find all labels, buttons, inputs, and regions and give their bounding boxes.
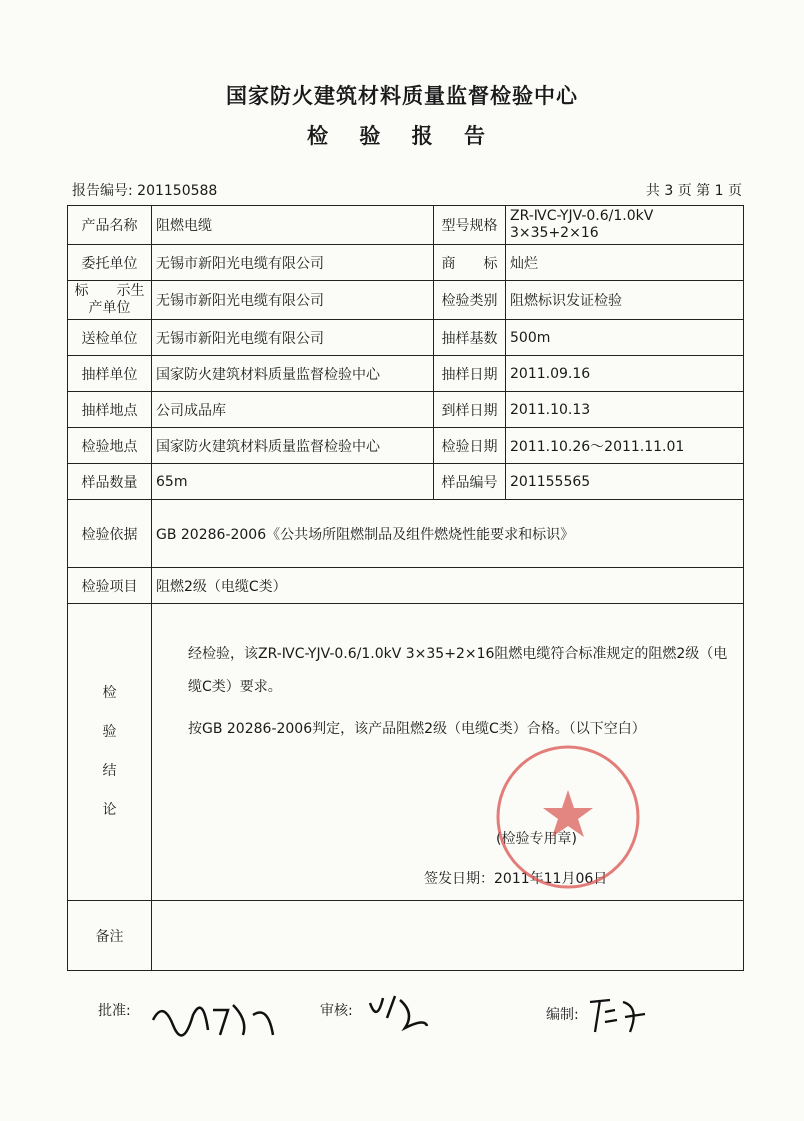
field-label: 委托单位 xyxy=(68,245,152,281)
item-value: 阻燃2级（电缆C类） xyxy=(152,568,744,604)
conclusion-cell xyxy=(152,604,744,901)
field-label: 样品数量 xyxy=(68,464,152,500)
basis-value: GB 20286-2006《公共场所阻燃制品及组件燃烧性能要求和标识》 xyxy=(152,500,744,568)
table-row xyxy=(68,568,744,604)
issue-date: 签发日期：2011年11月06日 xyxy=(424,871,608,887)
field-value: ZR-ⅣC-YJV-0.6/1.0kV 3×35+2×16 xyxy=(506,206,744,245)
table-row xyxy=(68,500,744,568)
report-number: 报告编号: 201150588 xyxy=(72,183,218,199)
table-row xyxy=(68,281,744,320)
table-row xyxy=(68,428,744,464)
field-value: 国家防火建筑材料质量监督检验中心 xyxy=(152,428,434,464)
table-row xyxy=(68,392,744,428)
table-row xyxy=(68,356,744,392)
field-value: 2011.10.13 xyxy=(506,392,744,428)
field-label: 抽样单位 xyxy=(68,356,152,392)
field-value: 2011.09.16 xyxy=(506,356,744,392)
conclusion-label-char: 验 xyxy=(102,724,117,740)
field-value: 无锡市新阳光电缆有限公司 xyxy=(152,320,434,356)
field-value: 阻燃标识发证检验 xyxy=(506,281,744,320)
field-label: 抽样地点 xyxy=(68,392,152,428)
basis-label: 检验依据 xyxy=(68,500,152,568)
review-label: 审核: xyxy=(320,1003,353,1019)
field-label: 抽样日期 xyxy=(434,356,506,392)
stamp-caption: (检验专用章) xyxy=(496,831,577,847)
field-label: 型号规格 xyxy=(434,206,506,245)
field-value: 公司成品库 xyxy=(152,392,434,428)
field-label: 标 示生产单位 xyxy=(68,281,152,320)
remarks-label: 备注 xyxy=(68,901,152,971)
conclusion-label xyxy=(68,604,152,901)
field-label: 样品编号 xyxy=(434,464,506,500)
table-row xyxy=(68,245,744,281)
approve-label: 批准: xyxy=(98,1003,131,1019)
field-value: 无锡市新阳光电缆有限公司 xyxy=(152,245,434,281)
conclusion-label-text xyxy=(72,674,147,830)
item-label: 检验项目 xyxy=(68,568,152,604)
field-label: 抽样基数 xyxy=(434,320,506,356)
field-value: 灿烂 xyxy=(506,245,744,281)
field-value: 500m xyxy=(506,320,744,356)
field-label: 检验日期 xyxy=(434,428,506,464)
conclusion-paragraph-2: 按GB 20286-2006判定，该产品阻燃2级（电缆C类）合格。（以下空白） xyxy=(188,721,646,737)
approve-signature xyxy=(148,990,288,1045)
field-value: 201155565 xyxy=(506,464,744,500)
remarks-row xyxy=(68,901,744,971)
field-label: 到样日期 xyxy=(434,392,506,428)
field-label: 产品名称 xyxy=(68,206,152,245)
org-title: 国家防火建筑材料质量监督检验中心 xyxy=(226,84,578,108)
page-count: 共 3 页 第 1 页 xyxy=(645,183,742,199)
remarks-value xyxy=(152,901,744,971)
table-row xyxy=(68,320,744,356)
conclusion-paragraph-1: 经检验，该ZR-ⅣC-YJV-0.6/1.0kV 3×35+2×16阻燃电缆符合标准规定的阻燃2级（电缆C类）要求。 xyxy=(188,646,728,695)
field-label: 送检单位 xyxy=(68,320,152,356)
official-seal xyxy=(493,742,643,892)
report-title: 检 验 报 告 xyxy=(307,124,497,148)
field-label: 检验地点 xyxy=(68,428,152,464)
field-value: 65m xyxy=(152,464,434,500)
review-signature xyxy=(365,988,435,1033)
field-value: 2011.10.26～2011.11.01 xyxy=(506,428,744,464)
field-label: 商 标 xyxy=(434,245,506,281)
field-value: 阻燃电缆 xyxy=(152,206,434,245)
field-label: 检验类别 xyxy=(434,281,506,320)
conclusion-label-char: 检 xyxy=(102,685,117,701)
field-value: 无锡市新阳光电缆有限公司 xyxy=(152,281,434,320)
compile-label: 编制: xyxy=(546,1007,579,1023)
conclusion-label-char: 论 xyxy=(102,802,117,818)
field-value: 国家防火建筑材料质量监督检验中心 xyxy=(152,356,434,392)
table-row xyxy=(68,464,744,500)
compile-signature xyxy=(585,992,650,1040)
table-row xyxy=(68,206,744,245)
conclusion-label-char: 结 xyxy=(102,763,117,779)
